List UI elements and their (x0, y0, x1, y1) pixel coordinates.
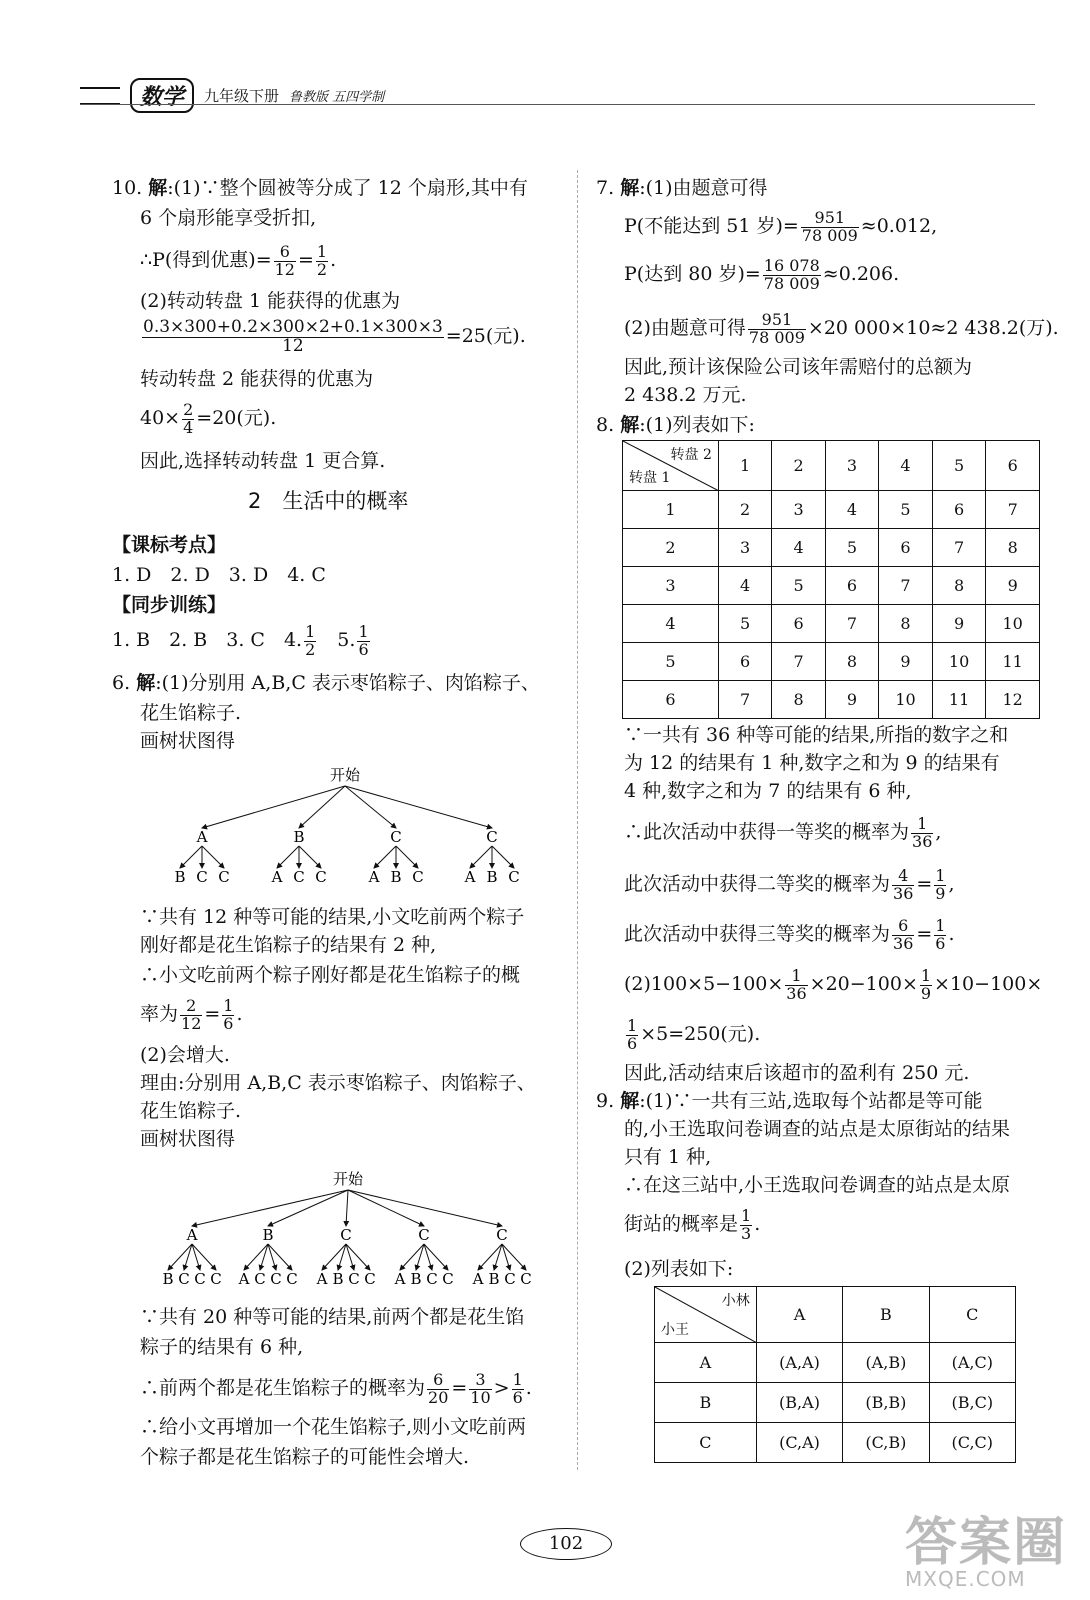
tree-node: C (486, 828, 498, 846)
tree-branch (345, 786, 492, 828)
col-header: A (756, 1287, 842, 1343)
q6-line-8: (2)会增大. (140, 1044, 230, 1066)
tree-node: C (390, 828, 402, 846)
table-cell: (A,A) (756, 1343, 842, 1383)
tree-leaf: C (442, 1270, 454, 1288)
book-title: 九年级下册 (204, 87, 280, 105)
table-cell: 6 (879, 529, 933, 567)
table-cell: 8 (986, 529, 1040, 567)
tree-branch (345, 786, 396, 828)
table-cell: 9 (932, 605, 986, 643)
q6-line-11: 画树状图得 (140, 1128, 236, 1150)
q9-line-1: 9. 解:(1)∵一共有三站,选取每个站都是等可能 (596, 1090, 983, 1112)
q9-line-6: (2)列表如下: (624, 1258, 734, 1280)
tree-leaf: C (178, 1270, 190, 1288)
tree-leaf: A (271, 868, 283, 886)
q7-line-3: P(达到 80 岁)= $\frac{16 078}{78 009}$ ≈0.206. (624, 255, 900, 293)
tree-leaf: C (426, 1270, 438, 1288)
q8-line-6: 此次活动中获得二等奖的概率为 $\frac{4}{36}$ = $\frac{1}{9}$ , (624, 865, 955, 903)
q6-line-1: 6. 解:(1)分别用 A,B,C 表示枣馅粽子、肉馅粽子、 (112, 672, 540, 694)
table-cell: (B,B) (843, 1383, 929, 1423)
section-title: 2 生活中的概率 (248, 489, 409, 513)
tree-leaf: C (504, 1270, 516, 1288)
watermark-logo (905, 1500, 1067, 1591)
table-cell: 7 (825, 605, 878, 643)
header-decoration (80, 87, 120, 105)
tree-leaf: B (390, 868, 402, 886)
table-cell: 10 (932, 643, 986, 681)
tree-branch (492, 846, 514, 868)
table-cell: 8 (879, 605, 933, 643)
tree-leaf: C (210, 1270, 222, 1288)
q6-line-9: 理由:分别用 A,B,C 表示枣馅粽子、肉馅粽子、 (140, 1072, 536, 1094)
tree-leaf: C (270, 1270, 282, 1288)
tree-leaf: C (364, 1270, 376, 1288)
row-header: 4 (623, 605, 719, 643)
q9-line-2: 的,小王选取问卷调查的站点是太原街站的结果 (624, 1118, 1011, 1140)
q6-line-4: ∵共有 12 种等可能的结果,小文吃前两个粽子 (140, 906, 525, 928)
table-cell: (B,A) (756, 1383, 842, 1423)
table-cell: 3 (772, 491, 825, 529)
pair-table (654, 1286, 1016, 1463)
table-cell: 4 (825, 491, 878, 529)
table-cell: 7 (932, 529, 986, 567)
q7-line-1: 7. 解:(1)由题意可得 (596, 177, 768, 199)
row-header: 5 (623, 643, 719, 681)
table-cell: 4 (718, 567, 771, 605)
q7-line-2: P(不能达到 51 岁)= $\frac{951}{78 009}$ ≈0.012, (624, 207, 938, 245)
tb-answers: 1. B 2. B 3. C 4. $\frac{1}{2}$ 5. $\frac{1}{6}$ (112, 621, 369, 659)
tree-leaf: B (486, 868, 498, 886)
q10-line-7: 40× $\frac{2}{4}$ =20(元). (140, 399, 277, 437)
q6-line-12: ∵共有 20 种等可能的结果,前两个都是花生馅 (140, 1306, 525, 1328)
tree-leaf: C (293, 868, 305, 886)
table-row (655, 1383, 1016, 1423)
corner-bottom-label: 转盘 1 (629, 470, 671, 486)
tree-branch (348, 1190, 502, 1226)
q6-line-3: 画树状图得 (140, 730, 236, 752)
col-header: 6 (986, 441, 1040, 491)
q8-line-3: 为 12 的结果有 1 种,数字之和为 9 的结果有 (624, 752, 1000, 774)
q8-line-10: 因此,活动结束后该超市的盈利有 250 元. (624, 1062, 970, 1084)
tree-branch (396, 846, 418, 868)
tree-node: C (418, 1226, 430, 1244)
table-cell: 6 (772, 605, 825, 643)
tb-heading: 【同步训练】 (112, 594, 227, 616)
tree-leaf: C (520, 1270, 532, 1288)
table-row (623, 491, 1040, 529)
q6-line-10: 花生馅粽子. (140, 1100, 242, 1122)
row-header: B (655, 1383, 757, 1423)
table-cell: 10 (879, 681, 933, 719)
tree-diagram-1 (160, 762, 540, 892)
tree-branch (180, 846, 202, 868)
watermark-main: 答案圈 (905, 1513, 1068, 1573)
tree-leaf: A (472, 1270, 484, 1288)
row-header: A (655, 1343, 757, 1383)
q10-line-6: 转动转盘 2 能获得的优惠为 (140, 368, 374, 390)
q8-line-1: 8. 解:(1)列表如下: (596, 414, 755, 436)
table-cell: 7 (986, 491, 1040, 529)
table-cell: 8 (932, 567, 986, 605)
q9-line-5: 街站的概率是 $\frac{1}{3}$ . (624, 1205, 761, 1243)
tree-node: B (262, 1226, 274, 1244)
tree-branch (202, 846, 224, 868)
q8-line-2: ∵一共有 36 种等可能的结果,所指的数字之和 (624, 724, 1009, 746)
table-cell: 7 (879, 567, 933, 605)
q9-line-3: 只有 1 种, (624, 1146, 712, 1168)
table-row (623, 681, 1040, 719)
table-cell: 3 (718, 529, 771, 567)
tree-leaf: C (254, 1270, 266, 1288)
col-header: 1 (718, 441, 771, 491)
tree-branch (202, 786, 345, 828)
tree2-root: 开始 (332, 1170, 364, 1188)
q10-line-1: 10. 解:(1)∵整个圆被等分成了 12 个扇形,其中有 (112, 177, 528, 199)
col-header: 2 (772, 441, 825, 491)
tree-leaf: C (315, 868, 327, 886)
tree-leaf: C (218, 868, 230, 886)
table-cell: (C,A) (756, 1423, 842, 1463)
tree-leaf: C (412, 868, 424, 886)
q6-line-7: 率为 $\frac{2}{12}$ = $\frac{1}{6}$ . (140, 995, 243, 1033)
tree-branch (268, 1190, 348, 1226)
tree-node: C (496, 1226, 508, 1244)
q6-line-6: ∴小文吃前两个粽子刚好都是花生馅粽子的概 (140, 964, 521, 986)
table-cell: 6 (718, 643, 771, 681)
table-cell: 9 (986, 567, 1040, 605)
table-cell: 12 (986, 681, 1040, 719)
page-number: 102 (520, 1528, 612, 1560)
row-header: 6 (623, 681, 719, 719)
tree-branch (299, 846, 321, 868)
sum-table (622, 440, 1040, 719)
q6-line-14: ∴前两个都是花生馅粽子的概率为 $\frac{6}{20}$ = $\frac{3}{10}$ > $\frac{1}{6}$ . (140, 1369, 532, 1407)
tree-diagram-2 (150, 1166, 550, 1296)
table-cell: (A,B) (843, 1343, 929, 1383)
q8-line-9: $\frac{1}{6}$ ×5=250(元). (627, 1015, 761, 1053)
tree-leaf: B (162, 1270, 174, 1288)
row-header: 1 (623, 491, 719, 529)
q7-line-6: 2 438.2 万元. (624, 384, 747, 406)
col-header: 3 (825, 441, 878, 491)
q8-line-8: (2)100×5−100× $\frac{1}{36}$ ×20−100× $\frac{1}{9}$ ×10−100× (624, 965, 1043, 1003)
table-cell: (C,B) (843, 1423, 929, 1463)
tree-leaf: B (410, 1270, 422, 1288)
q8-line-4: 4 种,数字之和为 7 的结果有 6 种, (624, 780, 912, 802)
tree-node: B (293, 828, 305, 846)
tree-leaf: A (238, 1270, 250, 1288)
tree-branch (470, 846, 492, 868)
table-cell: (A,C) (929, 1343, 1015, 1383)
q6-line-16: 个粽子都是花生馅粽子的可能性会增大. (140, 1446, 470, 1468)
table-row (623, 567, 1040, 605)
tree-leaf: C (196, 868, 208, 886)
tree-leaf: A (368, 868, 380, 886)
table-cell: 8 (825, 643, 878, 681)
table-row (623, 643, 1040, 681)
q7-line-5: 因此,预计该保险公司该年需赔付的总额为 (624, 356, 973, 378)
tree-leaf: A (394, 1270, 406, 1288)
table-cell: 8 (772, 681, 825, 719)
table-cell: 2 (718, 491, 771, 529)
tree-branch (192, 1190, 348, 1226)
edition-label: 鲁教版 五四学制 (289, 90, 385, 105)
q7-line-4: (2)由题意可得 $\frac{951}{78 009}$ ×20 000×10≈2 438.2(万). (624, 309, 1059, 347)
pair-table-corner (655, 1287, 757, 1343)
corner-top-label: 转盘 2 (670, 447, 712, 463)
q6-line-2: 花生馅粽子. (140, 702, 242, 724)
column-divider (577, 170, 578, 1470)
corner-bottom-label: 小王 (661, 1322, 689, 1338)
tree-leaf: B (174, 868, 186, 886)
tree-leaf: C (286, 1270, 298, 1288)
sum-table-corner (623, 441, 719, 491)
table-cell: 6 (932, 491, 986, 529)
q6-line-15: ∴给小文再增加一个花生馅粽子,则小文吃前两 (140, 1416, 527, 1438)
tree-leaf: C (194, 1270, 206, 1288)
q8-line-7: 此次活动中获得三等奖的概率为 $\frac{6}{36}$ = $\frac{1}{6}$ . (624, 915, 955, 953)
q10-line-8: 因此,选择转动转盘 1 更合算. (140, 450, 386, 472)
table-row (623, 529, 1040, 567)
tree-branch (277, 846, 299, 868)
table-cell: 11 (986, 643, 1040, 681)
q10-line-4: (2)转动转盘 1 能获得的优惠为 (140, 290, 401, 312)
tree-branch (374, 846, 396, 868)
q6-line-5: 刚好都是花生馅粽子的结果有 2 种, (140, 934, 437, 956)
table-cell: (B,C) (929, 1383, 1015, 1423)
corner-top-label: 小林 (721, 1293, 750, 1309)
tree-leaf: B (332, 1270, 344, 1288)
page-header (80, 78, 384, 113)
table-cell: (C,C) (929, 1423, 1015, 1463)
tree-node: A (186, 1226, 198, 1244)
q10-line-2: 6 个扇形能享受折扣, (140, 207, 317, 229)
row-header: 2 (623, 529, 719, 567)
tree-branch (348, 1190, 424, 1226)
q10-line-5: $\frac{0.3\times 300+0.2\times 300\times 2+0.1\times 300\times 3}{12}$ =25(元). (143, 316, 526, 356)
col-header: 4 (879, 441, 933, 491)
table-cell: 6 (825, 567, 878, 605)
table-cell: 7 (718, 681, 771, 719)
q8-line-5: ∴此次活动中获得一等奖的概率为 $\frac{1}{36}$ , (624, 813, 942, 851)
tree-leaf: C (348, 1270, 360, 1288)
q10-line-3: ∴P(得到优惠)= $\frac{6}{12}$ = $\frac{1}{2}$ . (140, 241, 337, 279)
tree-leaf: C (508, 868, 520, 886)
q9-line-4: ∴在这三站中,小王选取问卷调查的站点是太原 (624, 1174, 1011, 1196)
col-header: 5 (932, 441, 986, 491)
kb-heading: 【课标考点】 (112, 534, 227, 556)
table-row (623, 605, 1040, 643)
table-cell: 9 (825, 681, 878, 719)
kb-answers: 1. D 2. D 3. D 4. C (112, 564, 326, 586)
table-cell: 5 (772, 567, 825, 605)
table-row (655, 1343, 1016, 1383)
watermark-sub: MXQE.COM (905, 1567, 1026, 1591)
tree-leaf: A (464, 868, 476, 886)
q6-line-13: 粽子的结果有 6 种, (140, 1336, 304, 1358)
table-cell: 10 (986, 605, 1040, 643)
tree1-root: 开始 (329, 766, 361, 784)
col-header: B (843, 1287, 929, 1343)
table-cell: 7 (772, 643, 825, 681)
table-cell: 4 (772, 529, 825, 567)
tree-node: C (340, 1226, 352, 1244)
table-cell: 5 (879, 491, 933, 529)
tree-leaf: B (488, 1270, 500, 1288)
tree-node: A (196, 828, 208, 846)
table-cell: 11 (932, 681, 986, 719)
tree-leaf: A (316, 1270, 328, 1288)
table-cell: 5 (825, 529, 878, 567)
table-row (655, 1423, 1016, 1463)
col-header: C (929, 1287, 1015, 1343)
row-header: 3 (623, 567, 719, 605)
row-header: C (655, 1423, 757, 1463)
tree-branch (346, 1190, 348, 1226)
table-cell: 5 (718, 605, 771, 643)
header-rule (80, 104, 1035, 105)
subject-badge: 数学 (130, 78, 194, 113)
table-cell: 9 (879, 643, 933, 681)
